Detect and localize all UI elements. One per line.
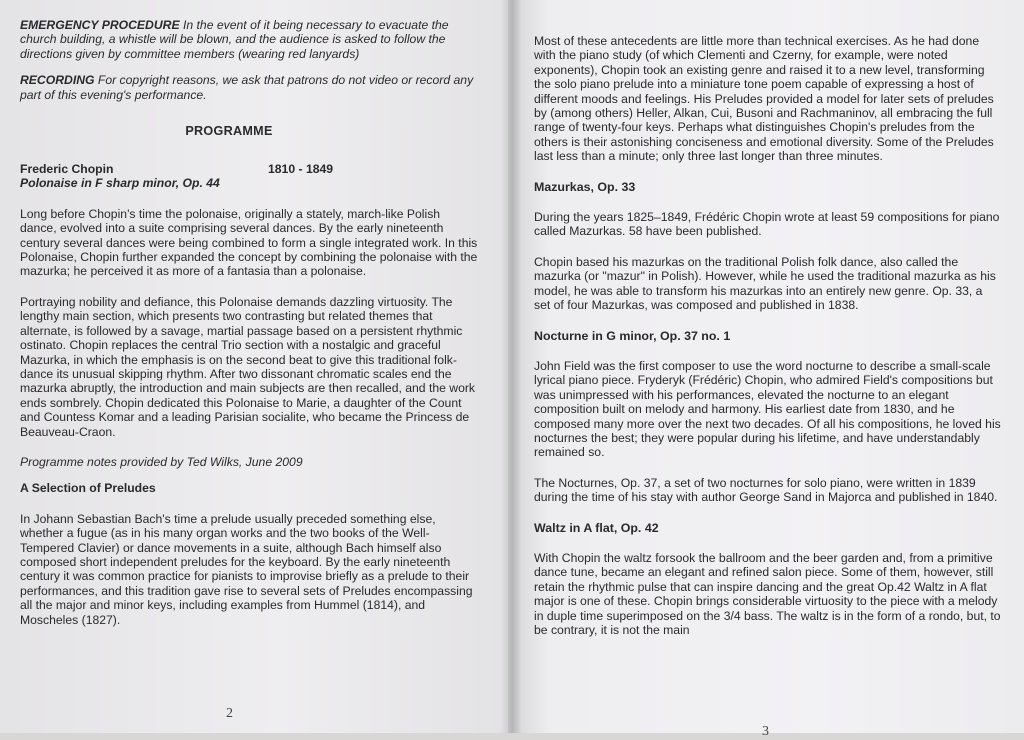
composer-row <box>20 162 478 176</box>
recording-label: RECORDING <box>20 73 95 88</box>
composer-name: Frederic Chopin <box>20 162 114 177</box>
mazurkas-paragraph-1: During the years 1825–1849, Frédéric Chopin wrote at least 59 compositions for piano called Mazurkas. 58 have been published. <box>534 210 1000 239</box>
nocturne-heading: Nocturne in G minor, Op. 37 no. 1 <box>534 328 731 343</box>
preludes-continued-paragraph: Most of these antecedents are little more than technical exercises. As he had done with the piano study (of which Clementi and Czerny, for example, were noted exponents), Chopin took an existing genre and raised it to a new level, transforming the solo piano prelude into a miniature tone poem capable of expressing a host of different moods and feelings. His Preludes provided a model for later sets of preludes by (among others) Heller, Alkan, Cui, Busoni and Rachmaninov, all embracing the full range of twenty-four keys. Perhaps what distinguishes Chopin's preludes from the others is their astonishing conciseness and emotional diversity. Some of the Preludes last less than a minute; only three last longer than three minutes. <box>534 34 994 164</box>
polonaise-paragraph-2: Portraying nobility and defiance, this Polonaise demands dazzling virtuosity. The lengthy main section, which presents two contrasting but related themes that alternate, is followed by a savage, martial passage based on a persistent rhythmic ostinato. Chopin replaces the central Trio section with a nostalgic and graceful Mazurka, in which the emphasis is on the second beat to give this traditional folk-dance its unusual skipping rhythm. After two dissonant chromatic scales end the mazurka abruptly, the introduction and main subjects are then recalled, and the work ends sombrely. Chopin dedicated this Polonaise to Marie, a daughter of the Count and Countess Komar and a leading Parisian socialite, who became the Princess de Beauveau-Craon. <box>20 294 476 439</box>
waltz-paragraph: With Chopin the waltz forsook the ballroom and the beer garden and, from a primitive dance tune, became an elegant and refined salon piece. Some of them, however, still retain the rhythmic pulse that can inspire dancing and the great Op.42 Waltz in A flat major is one of these. Chopin brings considerable virtuosity to the piece with a melody in duple time superimposed on the 3/4 bass. The waltz is in the form of a rondo, but, to be contrary, it is not the main <box>534 550 1001 637</box>
piece-title-polonaise: Polonaise in F sharp minor, Op. 44 <box>20 176 220 191</box>
page-number-left: 2 <box>226 706 233 721</box>
nocturne-paragraph-1: John Field was the first composer to use the word nocturne to describe a small-scale lyrical piano piece. Fryderyk (Frédéric) Chopin, who admired Field's compositions but was unimpressed with his performances, elevated the nocturne to an elegant composition built on melody and harmony. His earliest date from 1830, and he composed many more over the next two decades. Of all his compositions, he loved his nocturnes the best; they were popular during his lifetime, and have understandably remained so. <box>534 358 1001 460</box>
recording-notice <box>20 73 478 102</box>
mazurkas-paragraph-2: Chopin based his mazurkas on the traditional Polish folk dance, also called the mazurka (or "mazur" in Polish). However, while he used the traditional mazurka as his model, he was able to transform his mazurkas into an entirely new genre. Op. 33, a set of four Mazurkas, was composed and published in 1838. <box>534 254 996 313</box>
emergency-notice <box>20 18 478 61</box>
emergency-text: In the event of it being necessary to evacuate the church building, a whistle will be blown, and the audience is asked to follow the directions given by committee members (wearing red lanyards) <box>20 18 449 61</box>
mazurkas-heading: Mazurkas, Op. 33 <box>534 179 636 194</box>
programme-notes-credit: Programme notes provided by Ted Wilks, June 2009 <box>20 454 303 469</box>
booklet-gutter-shadow <box>500 0 522 733</box>
emergency-label: EMERGENCY PROCEDURE <box>20 18 180 32</box>
polonaise-paragraph-1: Long before Chopin's time the polonaise, originally a stately, march-like Polish dance, evolved into a suite comprising several dances. By the early nineteenth century several dances were being combined to form a single integrated work. In this Polonaise, Chopin further expanded the concept by combining the polonaise with the mazurka; he perceived it as more of a fantasia than a polonaise. <box>20 206 478 279</box>
composer-dates: 1810 - 1849 <box>268 162 334 177</box>
preludes-heading: A Selection of Preludes <box>20 481 156 496</box>
preludes-paragraph: In Johann Sebastian Bach's time a prelude usually preceded something else, whether a fugue (as in his many organ works and the two books of the Well-Tempered Clavier) or dance movements in a suite, although Bach himself also composed short independent preludes for the keyboard. By the early nineteenth century it was common practice for pianists to improvise briefly as a prelude to their performances, and this tradition gave rise to several sets of Preludes encompassing all the major and minor keys, including examples from Hummel (1814), and Moscheles (1827). <box>20 511 473 627</box>
nocturne-paragraph-2: The Nocturnes, Op. 37, a set of two nocturnes for solo piano, were written in 1839 during the time of his stay with author George Sand in Majorca and published in 1840. <box>534 475 998 505</box>
page-number-right: 3 <box>762 724 769 739</box>
waltz-heading: Waltz in A flat, Op. 42 <box>534 520 659 535</box>
left-page <box>0 0 508 733</box>
recording-text: For copyright reasons, we ask that patrons do not video or record any part of this evening's performance. <box>20 73 474 102</box>
right-page <box>508 0 1024 733</box>
programme-title: PROGRAMME <box>185 124 273 139</box>
